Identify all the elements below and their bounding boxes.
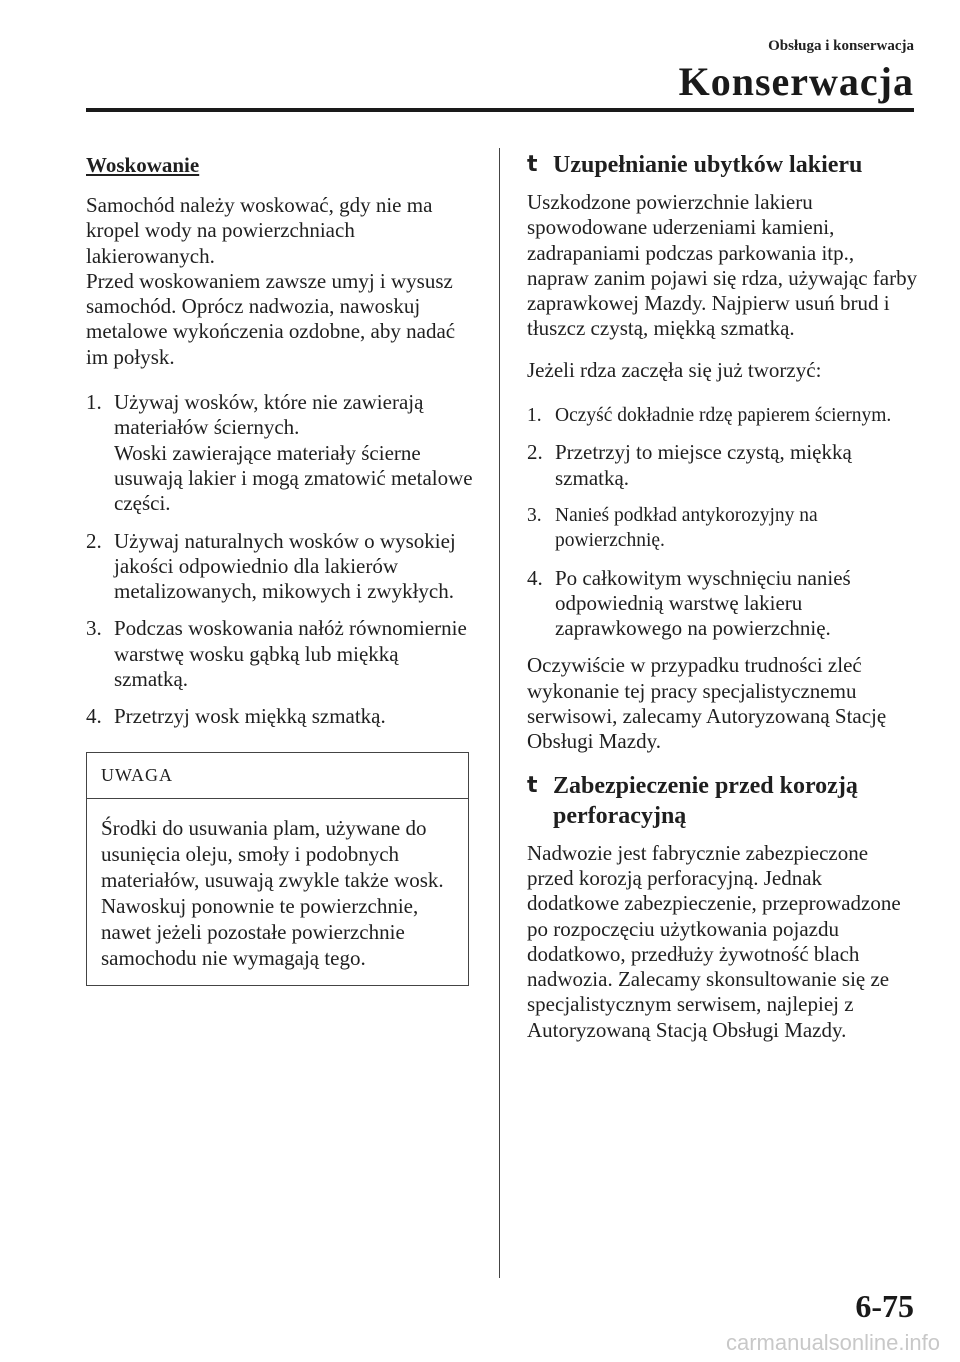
list-item	[86, 704, 476, 729]
page-number: 6-75	[855, 1288, 914, 1324]
section-marker-icon: t	[527, 772, 538, 798]
section-heading-paint-repair	[527, 150, 919, 180]
list-item	[86, 529, 476, 605]
list-item	[527, 503, 919, 554]
column-divider	[499, 148, 500, 1278]
waxing-steps	[86, 390, 476, 730]
step-text: Przetrzyj wosk miękką szmatką.	[114, 704, 386, 729]
subheading-waxing: Woskowanie	[86, 153, 200, 177]
section-heading-corrosion	[527, 771, 919, 831]
list-item	[527, 403, 919, 428]
step-text: Podczas woskowania nałóż równomiernie warstwę wosku gąbką lub miękką szmatką.	[114, 616, 467, 692]
section-marker-icon: t	[527, 152, 538, 177]
list-item	[86, 390, 476, 516]
step-number: 1.	[527, 405, 542, 427]
step-text: Przetrzyj to miejsce czystą, miękką szmatką.	[555, 440, 852, 490]
step-number: 2.	[86, 528, 102, 553]
intro-paragraph-1: Samochód należy woskować, gdy nie ma kropel wody na powierzchniach lakierowanych.	[86, 193, 433, 268]
step-number: 2.	[527, 440, 543, 465]
step-text: Nanieś podkład antykorozyjny na powierzchnię.	[555, 504, 818, 552]
intro-paragraph-2: Przed woskowaniem zawsze umyj i wysusz samochód. Oprócz nadwozia, nawoskuj metalowe wykończenia ozdobne, aby nadać im połysk.	[86, 268, 456, 369]
list-item	[86, 616, 476, 692]
service-recommendation: Oczywiście w przypadku trudności zleć wykonanie tej pracy specjalistycznemu serwisowi, zalecamy Autoryzowaną Stację Obsługi Mazdy.	[527, 653, 887, 754]
step-text: Używaj naturalnych wosków o wysokiej jakości odpowiednio dla lakierów metalizowanych, mikowych i zwykłych.	[114, 528, 456, 604]
step-number: 3.	[86, 616, 102, 641]
list-item	[527, 440, 919, 491]
step-number: 1.	[86, 390, 102, 415]
paint-repair-paragraph: Uszkodzone powierzchnie lakieru spowodowane uderzeniami kamieni, zadrapaniami podczas parkowania itp., napraw zanim pojawi się rdza, używając farby zaprawkowej Mazdy. Najpierw usuń brud i tłuszcz czystą, miękką szmatką.	[527, 190, 918, 341]
step-extra: Woski zawierające materiały ścierne usuwają lakier i mogą zmatowić metalowe części.	[114, 440, 473, 516]
step-number: 4.	[86, 704, 102, 729]
right-column	[527, 150, 919, 1043]
section-title: Uzupełnianie ubytków lakieru	[553, 152, 863, 178]
step-text: Oczyść dokładnie rdzę papierem ściernym.	[555, 405, 892, 427]
step-number: 3.	[527, 504, 542, 526]
page-title: Konserwacja	[678, 59, 914, 104]
rust-intro: Jeżeli rdza zaczęła się już tworzyć:	[527, 357, 822, 382]
rust-steps	[527, 403, 919, 641]
section-label: Obsługa i konserwacja	[768, 38, 914, 54]
note-title: UWAGA	[87, 753, 468, 799]
note-body: Środki do usuwania plam, używane do usunięcia oleju, smoły i podobnych materiałów, usuwają zwykle także wosk. Nawoskuj ponownie te powierzchnie, nawet jeżeli pozostałe powierzchnie samochodu nie wymagają tego.	[101, 815, 444, 970]
section-title: Zabezpieczenie przed korozją perforacyjną	[553, 772, 858, 829]
list-item	[527, 566, 919, 642]
note-box	[86, 752, 469, 986]
step-text: Po całkowitym wyschnięciu nanieś odpowiednią warstwę lakieru zaprawkowego na powierzchnię.	[555, 565, 851, 641]
step-text: Używaj wosków, które nie zawierają materiałów ściernych.	[114, 390, 424, 440]
corrosion-paragraph: Nadwozie jest fabrycznie zabezpieczone przed korozją perforacyjną. Jednak dodatkowe zabezpieczenie, przeprowadzone po rozpoczęciu użytkowania pojazdu dodatkowo, przedłuży żywotność blach nadwozia. Zalecamy skonsultowanie się ze specjalistycznym serwisem, najlepiej z Autoryzowaną Stacją Obsługi Mazdy.	[527, 840, 901, 1042]
header-rule	[86, 108, 914, 112]
step-number: 4.	[527, 565, 543, 590]
watermark: carmanualsonline.info	[725, 1330, 940, 1355]
left-column	[86, 150, 476, 986]
